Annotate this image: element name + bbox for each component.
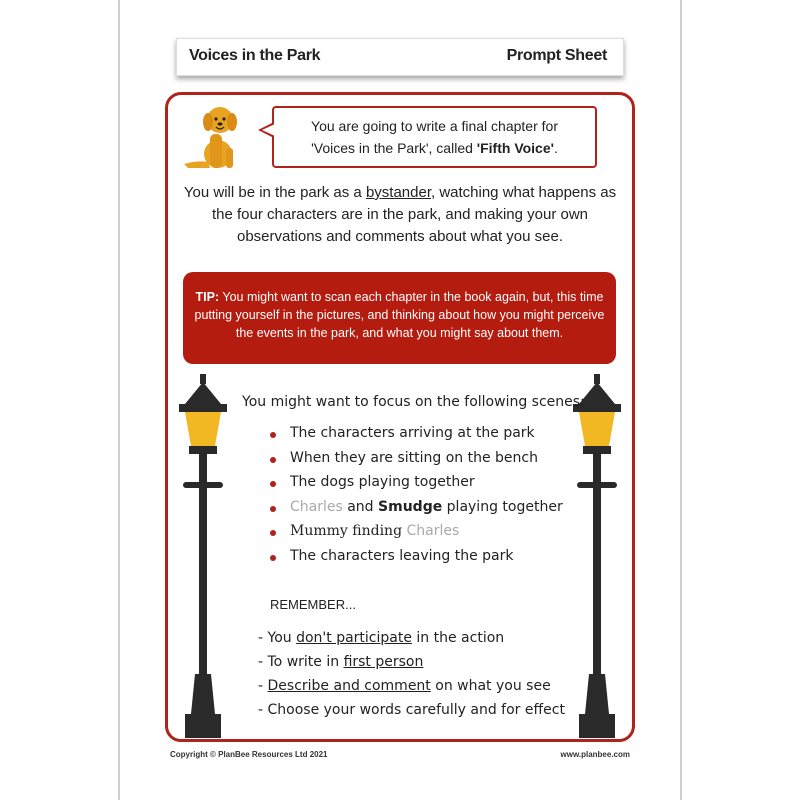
website-link[interactable]: www.planbee.com bbox=[560, 750, 630, 759]
sheet-type-label: Prompt Sheet bbox=[506, 47, 607, 64]
speech-bubble bbox=[272, 106, 597, 168]
list-item bbox=[268, 499, 563, 524]
list-item: When they are sitting on the bench bbox=[268, 450, 563, 475]
list-item bbox=[258, 678, 565, 702]
tip-label: TIP: bbox=[195, 290, 220, 304]
bubble-punct: . bbox=[553, 140, 558, 156]
list-item: The dogs playing together bbox=[268, 474, 563, 499]
list-item: The characters arriving at the park bbox=[268, 425, 563, 450]
list-text: in the action bbox=[411, 630, 505, 646]
list-item bbox=[258, 654, 565, 678]
intro-text: You will be in the park as a bbox=[183, 184, 366, 201]
character-name: Charles bbox=[406, 523, 460, 539]
remember-heading: REMEMBER... bbox=[270, 597, 356, 612]
scenes-list bbox=[268, 425, 563, 572]
copyright-text: Copyright © PlanBee Resources Ltd 2021 bbox=[170, 750, 328, 759]
keyword: Describe and comment bbox=[267, 678, 431, 694]
lamppost-left-icon bbox=[175, 374, 231, 738]
tip-text: You might want to scan each chapter in the book again, but, this time putting yourself in the pictures, and thinking about how you might perceive the events in the park, and what you might say about them. bbox=[194, 290, 605, 340]
list-item bbox=[268, 523, 563, 548]
keyword-bystander: bystander bbox=[365, 184, 431, 201]
page-title: Voices in the Park bbox=[189, 47, 321, 64]
intro-text-rest: , watching what happens as the four characters are in the park, and making your own observations and comments about what you see. bbox=[211, 184, 617, 245]
character-name: Charles bbox=[290, 498, 343, 515]
dog-illustration-icon bbox=[180, 104, 244, 170]
bubble-text: 'Voices in the Park', called bbox=[311, 140, 477, 156]
character-name: Smudge bbox=[378, 498, 443, 515]
list-item bbox=[258, 630, 565, 654]
lamppost-right-icon bbox=[569, 374, 625, 738]
tip-box bbox=[183, 272, 616, 364]
list-text: and bbox=[342, 498, 379, 515]
keyword: don't participate bbox=[296, 630, 412, 646]
list-text: - bbox=[258, 678, 268, 694]
list-text: - You bbox=[258, 630, 297, 646]
list-item: The characters leaving the park bbox=[268, 548, 563, 573]
bubble-line-2 bbox=[274, 137, 595, 159]
keyword: first person bbox=[343, 654, 424, 670]
list-text: playing together bbox=[442, 498, 563, 515]
bubble-line-1: You are going to write a final chapter for bbox=[311, 118, 558, 134]
page-header bbox=[176, 38, 624, 76]
list-text: on what you see bbox=[430, 678, 551, 694]
chapter-name: 'Fifth Voice' bbox=[476, 140, 554, 156]
intro-paragraph bbox=[175, 182, 625, 248]
list-text: Mummy finding bbox=[290, 523, 407, 539]
remember-list bbox=[258, 630, 565, 726]
list-text: - To write in bbox=[258, 654, 344, 670]
list-item: - Choose your words carefully and for effect bbox=[258, 702, 565, 718]
focus-heading: You might want to focus on the following scenes: bbox=[242, 394, 585, 410]
